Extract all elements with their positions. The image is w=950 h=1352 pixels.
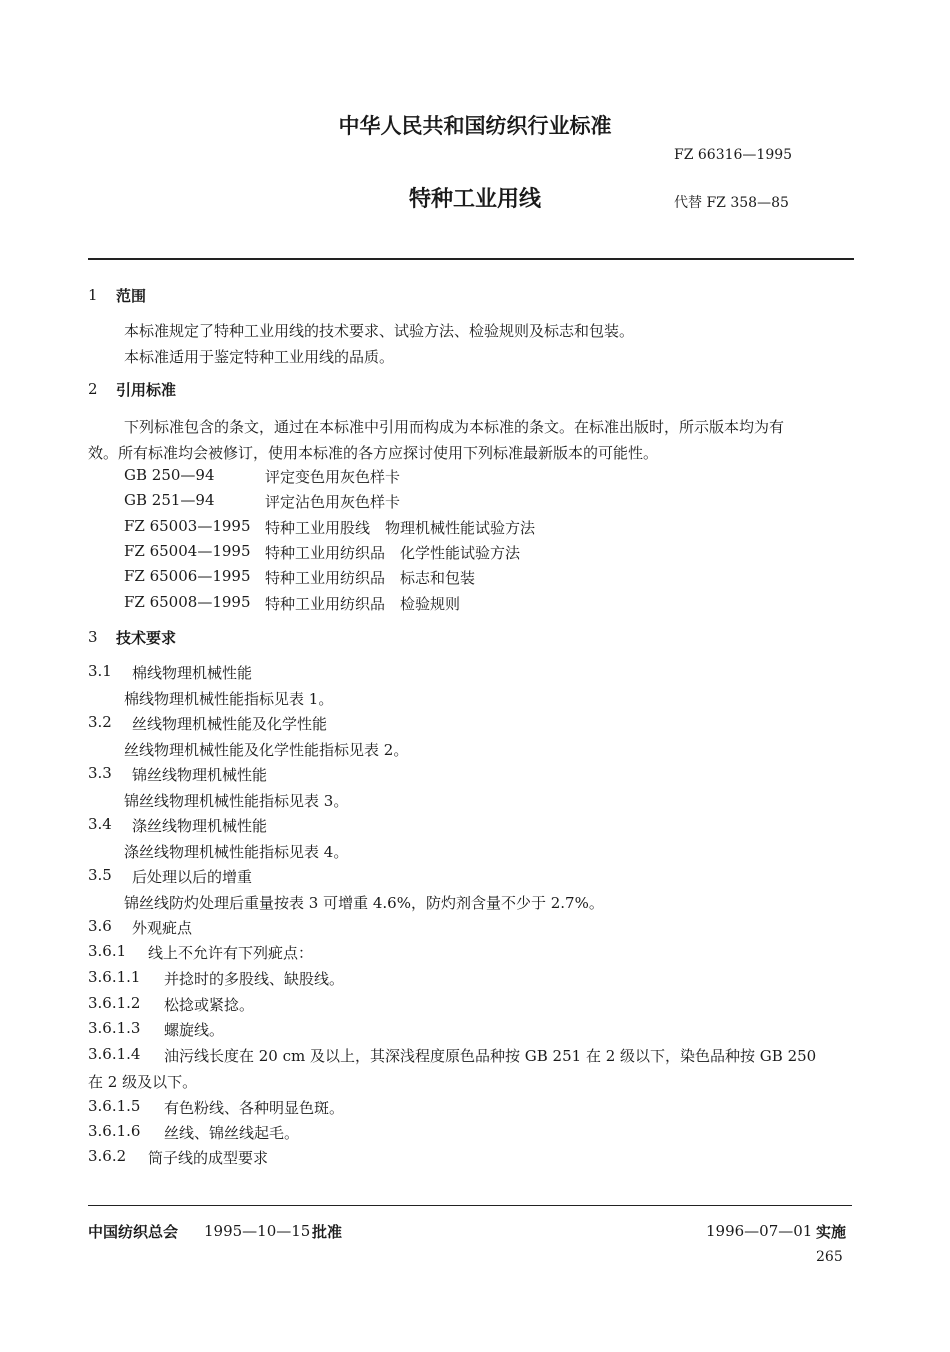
clause-3-6-1-number: 3.6.1: [88, 942, 127, 960]
footer-rule: [88, 1205, 852, 1206]
section-2-heading: 引用标准: [116, 381, 177, 399]
clause-3-6-1-4-continuation: 在 2 级及以下。: [88, 1073, 198, 1091]
ref-code: FZ 65004—1995: [124, 542, 251, 560]
ref-code: GB 250—94: [124, 466, 215, 484]
section-2-paragraph-line-2: 效。所有标准均会被修订，使用本标准的各方应探讨使用下列标准最新版本的可能性。: [88, 444, 659, 462]
section-3-number: 3: [88, 628, 98, 646]
clause-3-6-1-4-text: 油污线长度在 20 cm 及以上，其深浅程度原色品种按 GB 251 在 2 级以下，染色品种按 GB 250: [164, 1047, 817, 1065]
ref-title: 特种工业用纺织品 化学性能试验方法: [265, 544, 521, 562]
header-rule: [88, 258, 854, 260]
section-1-paragraph-2: 本标准适用于鉴定特种工业用线的品质。: [124, 348, 395, 366]
clause-3-6-1-1-text: 并捻时的多股线、缺股线。: [164, 970, 345, 988]
implementation-label: 实施: [816, 1223, 847, 1241]
clause-3-1-title: 棉线物理机械性能: [132, 664, 253, 682]
clause-3-6-1-5-text: 有色粉线、各种明显色斑。: [164, 1099, 345, 1117]
clause-3-2-text: 丝线物理机械性能及化学性能指标见表 2。: [124, 741, 409, 759]
page-number: 265: [816, 1249, 843, 1265]
clause-3-6-2-title: 筒子线的成型要求: [148, 1149, 269, 1167]
clause-3-4-number: 3.4: [88, 815, 112, 833]
ref-title: 特种工业用股线 物理机械性能试验方法: [265, 519, 536, 537]
clause-3-5-title: 后处理以后的增重: [132, 868, 253, 886]
clause-3-6-1-6-text: 丝线、锦丝线起毛。: [164, 1124, 300, 1142]
section-3-heading: 技术要求: [116, 629, 177, 647]
approval-label: 批准: [312, 1223, 343, 1241]
section-2-number: 2: [88, 380, 98, 398]
clause-3-5-number: 3.5: [88, 866, 112, 884]
implementation-date: 1996—07—01: [706, 1222, 813, 1240]
clause-3-6-1-title: 线上不允许有下列疵点：: [148, 944, 314, 962]
clause-3-6-1-2-number: 3.6.1.2: [88, 994, 141, 1012]
ref-title: 评定变色用灰色样卡: [265, 468, 401, 486]
clause-3-6-1-3-text: 螺旋线。: [164, 1021, 225, 1039]
clause-3-6-1-4-number: 3.6.1.4: [88, 1045, 141, 1063]
clause-3-6-1-5-number: 3.6.1.5: [88, 1097, 141, 1115]
ref-code: GB 251—94: [124, 491, 215, 509]
section-1-number: 1: [88, 286, 98, 304]
standard-org-title: 中华人民共和国纺织行业标准: [338, 114, 612, 138]
clause-3-2-title: 丝线物理机械性能及化学性能: [132, 715, 328, 733]
clause-3-3-title: 锦丝线物理机械性能: [132, 766, 268, 784]
section-1-heading: 范围: [116, 287, 147, 305]
clause-3-3-text: 锦丝线物理机械性能指标见表 3。: [124, 792, 349, 810]
clause-3-6-1-1-number: 3.6.1.1: [88, 968, 141, 986]
clause-3-1-number: 3.1: [88, 662, 112, 680]
ref-code: FZ 65008—1995: [124, 593, 251, 611]
clause-3-6-1-2-text: 松捻或紧捻。: [164, 996, 255, 1014]
ref-title: 特种工业用纺织品 检验规则: [265, 595, 461, 613]
replaces-note: 代替 FZ 358—85: [674, 195, 789, 211]
document-title: 特种工业用线: [408, 187, 541, 212]
footer-organization: 中国纺织总会: [88, 1223, 179, 1241]
clause-3-1-text: 棉线物理机械性能指标见表 1。: [124, 690, 334, 708]
clause-3-6-1-3-number: 3.6.1.3: [88, 1019, 141, 1037]
clause-3-6-title: 外观疵点: [132, 919, 193, 937]
standard-number: FZ 66316—1995: [674, 147, 793, 163]
approval-date: 1995—10—15: [204, 1222, 311, 1240]
clause-3-6-2-number: 3.6.2: [88, 1147, 127, 1165]
clause-3-6-number: 3.6: [88, 917, 112, 935]
clause-3-3-number: 3.3: [88, 764, 112, 782]
section-2-paragraph-line-1: 下列标准包含的条文，通过在本标准中引用而构成为本标准的条文。在标准出版时，所示版本均为有: [124, 418, 785, 436]
clause-3-5-text: 锦丝线防灼处理后重量按表 3 可增重 4.6%，防灼剂含量不少于 2.7%。: [124, 894, 604, 912]
ref-code: FZ 65003—1995: [124, 517, 251, 535]
clause-3-4-title: 涤丝线物理机械性能: [132, 817, 268, 835]
ref-title: 特种工业用纺织品 标志和包装: [265, 569, 476, 587]
clause-3-2-number: 3.2: [88, 713, 112, 731]
section-1-paragraph-1: 本标准规定了特种工业用线的技术要求、试验方法、检验规则及标志和包装。: [124, 322, 635, 340]
clause-3-6-1-6-number: 3.6.1.6: [88, 1122, 141, 1140]
ref-code: FZ 65006—1995: [124, 567, 251, 585]
clause-3-4-text: 涤丝线物理机械性能指标见表 4。: [124, 843, 349, 861]
ref-title: 评定沾色用灰色样卡: [265, 493, 401, 511]
